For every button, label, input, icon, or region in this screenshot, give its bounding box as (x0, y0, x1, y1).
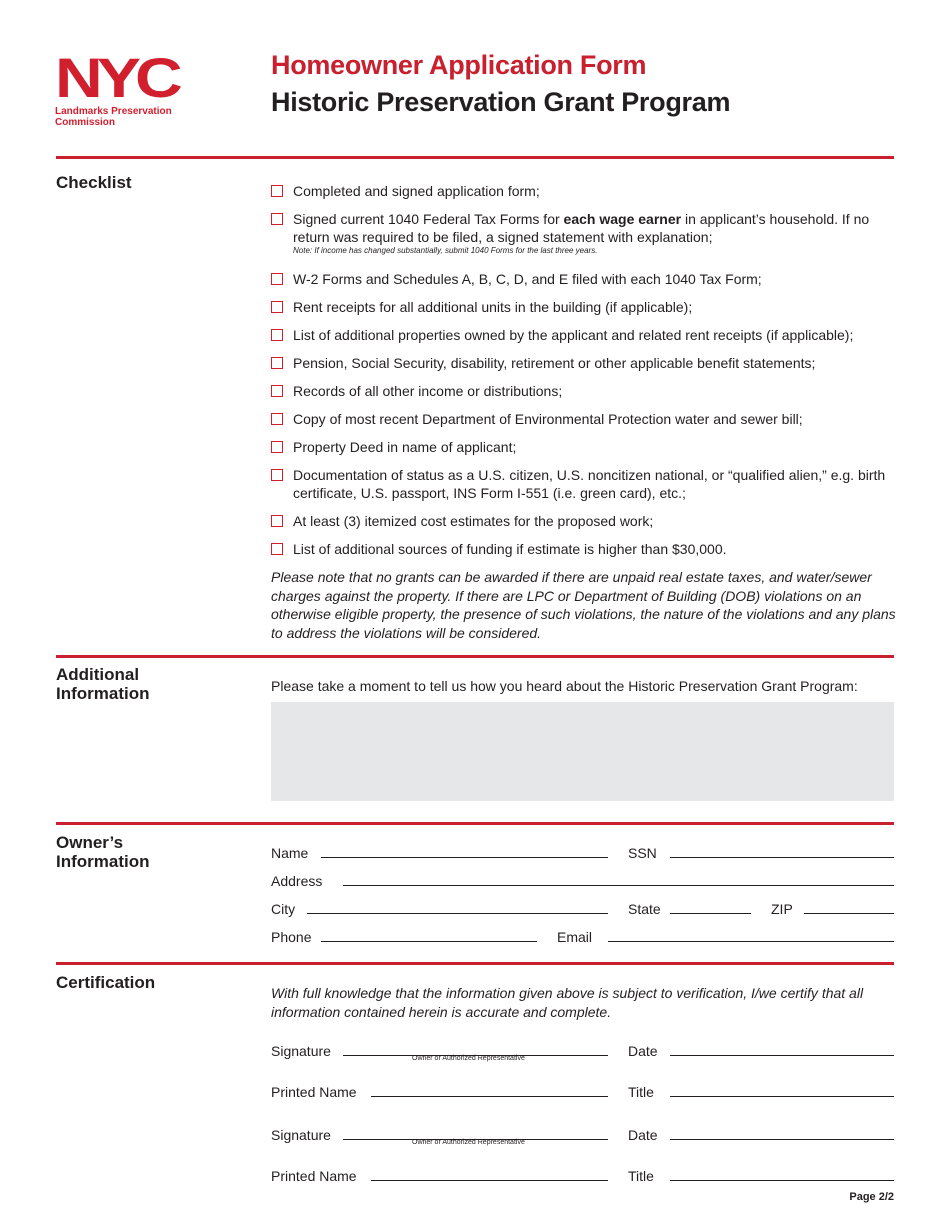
checkbox[interactable] (271, 543, 283, 555)
zip-label: ZIP (771, 901, 793, 917)
checklist-note: Please note that no grants can be awarded if there are unpaid real estate taxes, and water/sewer charges against the property. If there are LPC or Department of Building (DOB) violations on an otherwise eligible property, the presence of such violations, the nature of the violations and any plans to address the violations will be considered. (271, 569, 896, 641)
checkbox[interactable] (271, 469, 283, 481)
checklist-item[interactable] (271, 512, 896, 530)
form-subtitle: Historic Preservation Grant Program (271, 87, 731, 117)
signature-hint: Owner or Authorized Representative (412, 1139, 525, 1146)
checklist-item[interactable] (271, 210, 896, 256)
checkbox[interactable] (271, 385, 283, 397)
checklist-item[interactable] (271, 182, 896, 200)
phone-label: Phone (271, 929, 312, 945)
title-label: Title (628, 1168, 654, 1184)
checklist-item[interactable] (271, 410, 896, 428)
signature-hint: Owner or Authorized Representative (412, 1055, 525, 1062)
checklist-item-text: Signed current 1040 Federal Tax Forms for each wage earner in applicant’s household. If no return was required to be filed, a signed statement with explanation; Note: If income has changed substantially, submit 1040 Forms for the last three years. (293, 210, 896, 256)
checkbox[interactable] (271, 185, 283, 197)
name-field[interactable] (321, 857, 608, 858)
checkbox[interactable] (271, 301, 283, 313)
checkbox[interactable] (271, 441, 283, 453)
printed-name-label: Printed Name (271, 1084, 357, 1100)
ssn-field[interactable] (670, 857, 894, 858)
section-divider (56, 156, 894, 159)
city-label: City (271, 901, 296, 917)
logo-mark: NYC (55, 46, 177, 109)
printed-name-label: Printed Name (271, 1168, 357, 1184)
title-field[interactable] (670, 1180, 894, 1181)
state-label: State (628, 901, 661, 917)
checklist-heading: Checklist (56, 173, 132, 192)
additional-info-heading: Additional Information (56, 665, 150, 703)
checkbox[interactable] (271, 329, 283, 341)
title-field[interactable] (670, 1096, 894, 1097)
signature-label: Signature (271, 1043, 331, 1059)
checklist-item-text: Property Deed in name of applicant; (293, 439, 517, 455)
checkbox[interactable] (271, 413, 283, 425)
email-field[interactable] (608, 941, 894, 942)
checklist-item[interactable] (271, 466, 896, 502)
ssn-label: SSN (628, 845, 657, 861)
checkbox[interactable] (271, 357, 283, 369)
date-label: Date (628, 1043, 658, 1059)
checklist-item[interactable] (271, 326, 896, 344)
checklist-item-text: Records of all other income or distributions; (293, 383, 563, 399)
state-field[interactable] (670, 913, 751, 914)
email-label: Email (557, 929, 593, 945)
checklist-item[interactable] (271, 540, 896, 558)
checkbox[interactable] (271, 515, 283, 527)
page-number: Page 2/2 (849, 1191, 894, 1203)
form-title: Homeowner Application Form (271, 50, 647, 80)
checklist-item-text: Pension, Social Security, disability, retirement or other applicable benefit statements; (293, 355, 816, 371)
certification-statement: With full knowledge that the information given above is subject to verification, I/we certify that all information contained herein is accurate and complete. (271, 985, 864, 1020)
checklist-item[interactable] (271, 382, 896, 400)
date-label: Date (628, 1127, 658, 1143)
section-divider (56, 822, 894, 825)
phone-field[interactable] (321, 941, 537, 942)
checklist-item[interactable] (271, 298, 896, 316)
checklist-item[interactable] (271, 354, 896, 372)
checklist-item-text: W-2 Forms and Schedules A, B, C, D, and E filed with each 1040 Tax Form; (293, 271, 762, 287)
checklist-item-text: Rent receipts for all additional units in the building (if applicable); (293, 299, 693, 315)
checklist-item-text: List of additional sources of funding if estimate is higher than $30,000. (293, 541, 727, 557)
address-field[interactable] (343, 885, 894, 886)
checklist-item-note: Note: If income has changed substantially, submit 1040 Forms for the last three years. (293, 246, 598, 255)
section-divider (56, 655, 894, 658)
section-divider (56, 962, 894, 965)
checkbox[interactable] (271, 213, 283, 225)
logo-line-1: Landmarks Preservation (55, 106, 172, 117)
additional-info-textarea[interactable] (271, 702, 894, 801)
certification-heading: Certification (56, 973, 156, 992)
date-field[interactable] (670, 1139, 894, 1140)
checklist-item-text: At least (3) itemized cost estimates for the proposed work; (293, 513, 654, 529)
printed-name-field[interactable] (371, 1180, 608, 1181)
address-label: Address (271, 873, 323, 889)
zip-field[interactable] (804, 913, 894, 914)
checklist-item-text: Completed and signed application form; (293, 183, 540, 199)
checklist-item[interactable] (271, 270, 896, 288)
signature-label: Signature (271, 1127, 331, 1143)
date-field[interactable] (670, 1055, 894, 1056)
title-label: Title (628, 1084, 654, 1100)
city-field[interactable] (307, 913, 608, 914)
checklist-item-text: List of additional properties owned by the applicant and related rent receipts (if applicable); (293, 327, 854, 343)
owner-info-heading: Owner’s Information (56, 833, 150, 871)
checklist-item-text: Copy of most recent Department of Environmental Protection water and sewer bill; (293, 411, 803, 427)
nyc-lpc-logo (55, 46, 187, 128)
name-label: Name (271, 845, 309, 861)
checklist-item-text: Documentation of status as a U.S. citizen, U.S. noncitizen national, or “qualified alien,” e.g. birth certificate, U.S. passport, INS Form I-551 (i.e. green card), etc.; (293, 467, 886, 501)
logo-line-2: Commission (55, 117, 116, 128)
checklist-item[interactable] (271, 438, 896, 456)
checkbox[interactable] (271, 273, 283, 285)
additional-info-prompt: Please take a moment to tell us how you heard about the Historic Preservation Grant Program: (271, 678, 858, 694)
printed-name-field[interactable] (371, 1096, 608, 1097)
